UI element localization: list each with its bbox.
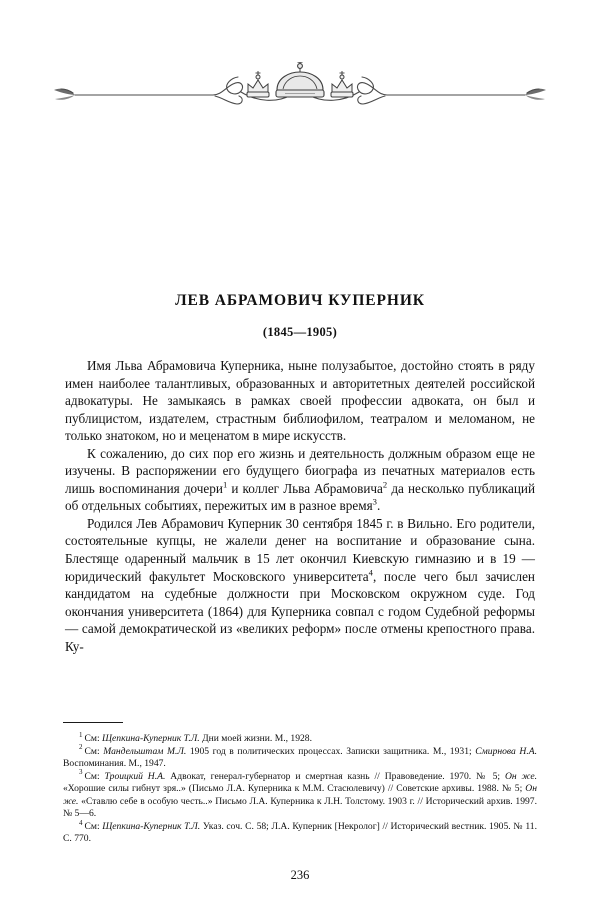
body-paragraph: Имя Льва Абрамовича Куперника, ныне полузабытое, достойно стоять в ряду имен наиболее талантливых, образованных и авторитетных деятелей российской адвокатуры. Не замыкаясь в рамках своей профессии адвоката, он был и публицистом, издателем, страстным библиофилом, театралом и меломаном, не только знатоком, но и меценатом в мире искусств. [65,358,535,444]
citation-author-name: Щепкина-Куперник Т.Л. [102,733,200,744]
citation-author-name: Он же. [504,770,537,782]
footnote-entry: $^2$ См: Мандельштам М.Л. 1905 год в политических процессах. Записки защитника. М., 1931; Смирнова Н.А. Воспоминания. М., 1947. [63,743,537,770]
chapter-title-block [65,292,535,340]
footnote-entry: $^4$ См: Щепкина-Куперник Т.Л. Указ. соч. С. 58; Л.А. Куперник [Некролог] // Исторический вестник. 1905. № 11. С. 770. [63,818,537,845]
citation-author-name: Смирнова Н.А. [475,745,537,757]
chapter-life-dates: (1845—1905) [262,324,338,339]
citation-author-name: Щепкина-Куперник Т.Л. [102,820,201,832]
footnote-reference-marker[interactable]: 1 [222,479,228,490]
footnote-reference-marker[interactable]: 4 [368,567,373,578]
citation-author-name: Троицкий Н.А. [104,770,166,782]
footnote-separator-rule [63,722,123,723]
body-text [65,357,535,655]
footnotes-section [63,730,537,846]
footnote-entry: $^3$ См: Троицкий Н.А. Адвокат, генерал-губернатор и смертная казнь // Правоведение. 1970. № 5; Он же. «Хорошие силы гибнут зря..» (Письмо Л.А. Куперника к М.М. Стасюлевичу) // Советские архивы. 1988. № 5; Он же. «Ставлю себе в особую честь..» Письмо Л.А. Куперника к Л.Н. Толстому. 1903 г. // Исторический архив. 1997. № 5—6. [63,768,537,820]
body-paragraph: Родился Лев Абрамович Куперник 30 сентября 1845 г. в Вильно. Его родители, состоятельные купцы, не жалели денег на воспитание и образование сына. Блестяще одаренный мальчик в 15 лет окончил Киевскую гимназию и в 19 — юридический факультет Московского университета$^4$, после чего был зачислен кандидатом на судебные должности при Московском окружном суде. Год окончания университета (1864) для Куперника совпал с годом Судебной реформы — самой демократической из «великих реформ» после отмены крепостного права. Ку- [65,515,535,654]
footnote-number: 4 [79,818,83,827]
imperial-crowns-ribbon-divider-ornament [45,62,555,114]
body-paragraph: К сожалению, до сих пор его жизнь и деятельность должным образом еще не изучены. В распоряжении его будущего биографа из печатных материалов есть лишь воспоминания дочери$^1$ и коллег Льва Абрамовича$^2$ да несколько публикаций об отдельных событиях, пережитых им в разное время$^3$. [65,445,535,514]
footnote-reference-marker[interactable]: 2 [382,479,388,490]
citation-author-name: Мандельштам М.Л. [103,745,187,757]
page-title: ЛЕВ АБРАМОВИЧ КУПЕРНИК [175,292,425,309]
footnote-number: 2 [79,743,83,752]
citation-author-name: Он же. [63,783,537,807]
footnote-number: 3 [79,768,83,777]
footnote-entry: $^1$ См: Щепкина-Куперник Т.Л. Дни моей жизни. М., 1928. [79,730,313,744]
page-number: 236 [290,868,310,882]
footnote-number: 1 [79,730,83,739]
footnote-reference-marker[interactable]: 3 [372,496,377,507]
